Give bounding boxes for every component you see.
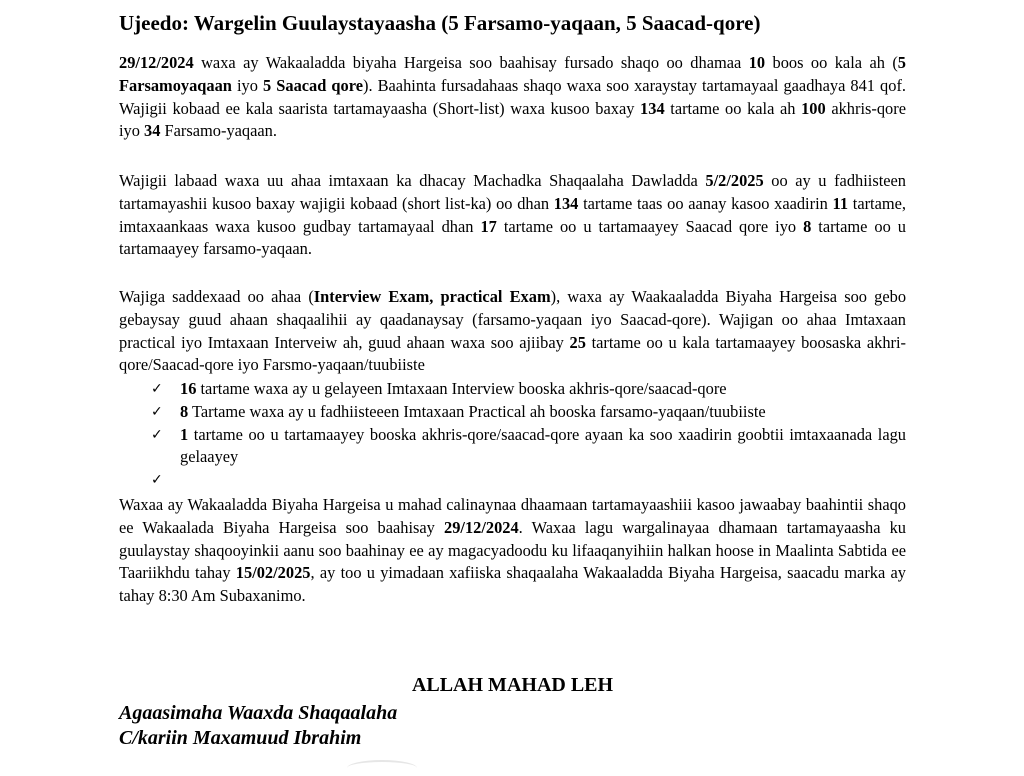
emphasis-text: Interview Exam, practical Exam [313,287,551,306]
body-text: iyo [231,75,263,95]
result-checklist [151,378,906,492]
checkmark-icon: ✓ [151,426,163,443]
body-text: tartame oo u tartamaayey Saacad qore iyo [496,216,804,236]
paragraph-announcement [119,52,906,143]
body-text: tartame, imtaxaankaas waxa kusoo gudbay tartamayaal dhan [119,193,906,236]
checkmark-icon: ✓ [151,381,163,397]
emphasis-text: 11 [832,193,849,213]
emphasis-text: 10 [748,53,766,72]
body-text: Waxaa ay Wakaaladda Biyaha Hargeisa u mahad calinaynaa dhaamaan tartamayaashiii kasoo jawaabay baahintii shaqo ee Wakaalada Biyaha Hargeisa soo baahisay [119,495,906,537]
signatory-name: C/kariin Maxamuud Ibrahim [119,727,362,749]
body-text: Tartame waxa ay u fadhiisteeen Imtaxaan Practical ah booska farsamo-yaqaan/tuubiiste [188,401,766,421]
emphasis-text: 100 [801,98,826,118]
body-text: tartame oo u kala tartamaayey boosaska akhri-qore/Saacad-qore iyo Farsmo-yaqaan/tuubiiste [119,332,907,375]
signatory-title: Agaasimaha Waaxda Shaqaalaha [119,702,398,724]
body-text: boos oo kala ah ( [765,53,898,72]
emphasis-text: 8 [803,216,812,236]
stamp-mark [347,760,417,776]
body-text: , ay too u yimadaan xafiiska shaqaalaha Wakaaladda Biyaha Hargeisa, saacadu marka ay tahay 8:30 Am Subaxanimo. [119,563,906,606]
body-text: akhris-qore iyo [119,98,906,141]
emphasis-text: 134 [553,193,579,213]
body-text: ), waxa ay Waakaaladda Biyaha Hargeisa soo gebo gebaysay guud ahaan shaqaalihii ay qaadanaysay (farsamo-yaqaan iyo Saacad-qore). Wajigan oo ahaa Imtaxaan practical iyo Imtaxaan Interveiw ah, guud ahaan waxa soo ajiibay [119,287,907,352]
emphasis-text: 5/2/2025 [705,171,764,190]
emphasis-text: 134 [640,98,665,118]
body-text: waxa ay Wakaaladda biyaha Hargeisa soo baahisay fursado shaqo oo dhamaa [193,53,749,72]
paragraph-notice [119,494,906,608]
checkmark-icon: ✓ [151,472,163,489]
subject-heading: Ujeedo: Wargelin Guulaystayaasha (5 Farsamo-yaqaan, 5 Saacad-qore) [119,11,761,35]
checklist-item [151,424,906,470]
emphasis-text: 15/02/2025 [235,563,311,583]
body-text: ). Baahinta fursadahaas shaqo waxa soo xaraystay tartamayaal gaadhaya 841 qof. Wajigii kobaad ee kala saarista tartamayaasha (Short-list) waxa kusoo baxay [119,75,906,118]
body-text: Farsamo-yaqaan. [160,121,277,141]
body-text: Wajigii labaad waxa uu ahaa imtaxaan ka dhacay Machadka Shaqaalaha Dawladda [119,171,706,190]
checkmark-icon: ✓ [151,403,163,420]
body-text: Wajiga saddexaad oo ahaa ( [119,287,314,306]
body-text: tartame waxa ay u gelayeen Imtaxaan Interview booska akhris-qore/saacad-qore [196,379,727,398]
emphasis-text: 17 [480,216,497,236]
emphasis-text: 25 [569,332,586,352]
emphasis-text: 34 [144,121,161,141]
closing-line: ALLAH MAHAD LEH [411,674,614,696]
checklist-item [151,401,906,424]
emphasis-text: 1 [180,424,189,444]
body-text: tartame oo u tartamaayey booska akhris-qore/saacad-qore ayaan ka soo xaadirin goobtii imtaxaanada lagu gelaayey [180,424,906,467]
emphasis-text: 29/12/2024 [444,517,519,537]
emphasis-text: 29/12/2024 [119,53,194,72]
checklist-item [151,378,906,401]
emphasis-text: 16 [180,379,197,398]
paragraph-second-phase [119,170,906,261]
body-text: tartame taas oo aanay kasoo xaadirin [578,193,833,213]
emphasis-text: 8 [180,401,189,421]
checklist-item [151,469,906,492]
body-text: tartame oo u tartamaayey farsamo-yaqaan. [119,216,906,259]
body-text: . Waxaa lagu wargalinayaa dhamaan tartamayaasha ku guulaystay shaqooyinkii aanu soo baahinay ee ay magacyadoodu ku lifaaqanyihiin halkan hoose in Maalinta Sabtida ee Taariikhdu tahay [119,517,906,583]
body-text: tartame oo kala ah [664,98,802,118]
emphasis-text: 5 Farsamoyaqaan [119,53,906,95]
body-text: oo ay u fadhiisteen tartamayashii kusoo baxay wajigii kobaad (short list-ka) oo dhan [119,171,906,213]
emphasis-text: 5 Saacad qore [263,75,363,95]
paragraph-third-phase [119,286,906,377]
